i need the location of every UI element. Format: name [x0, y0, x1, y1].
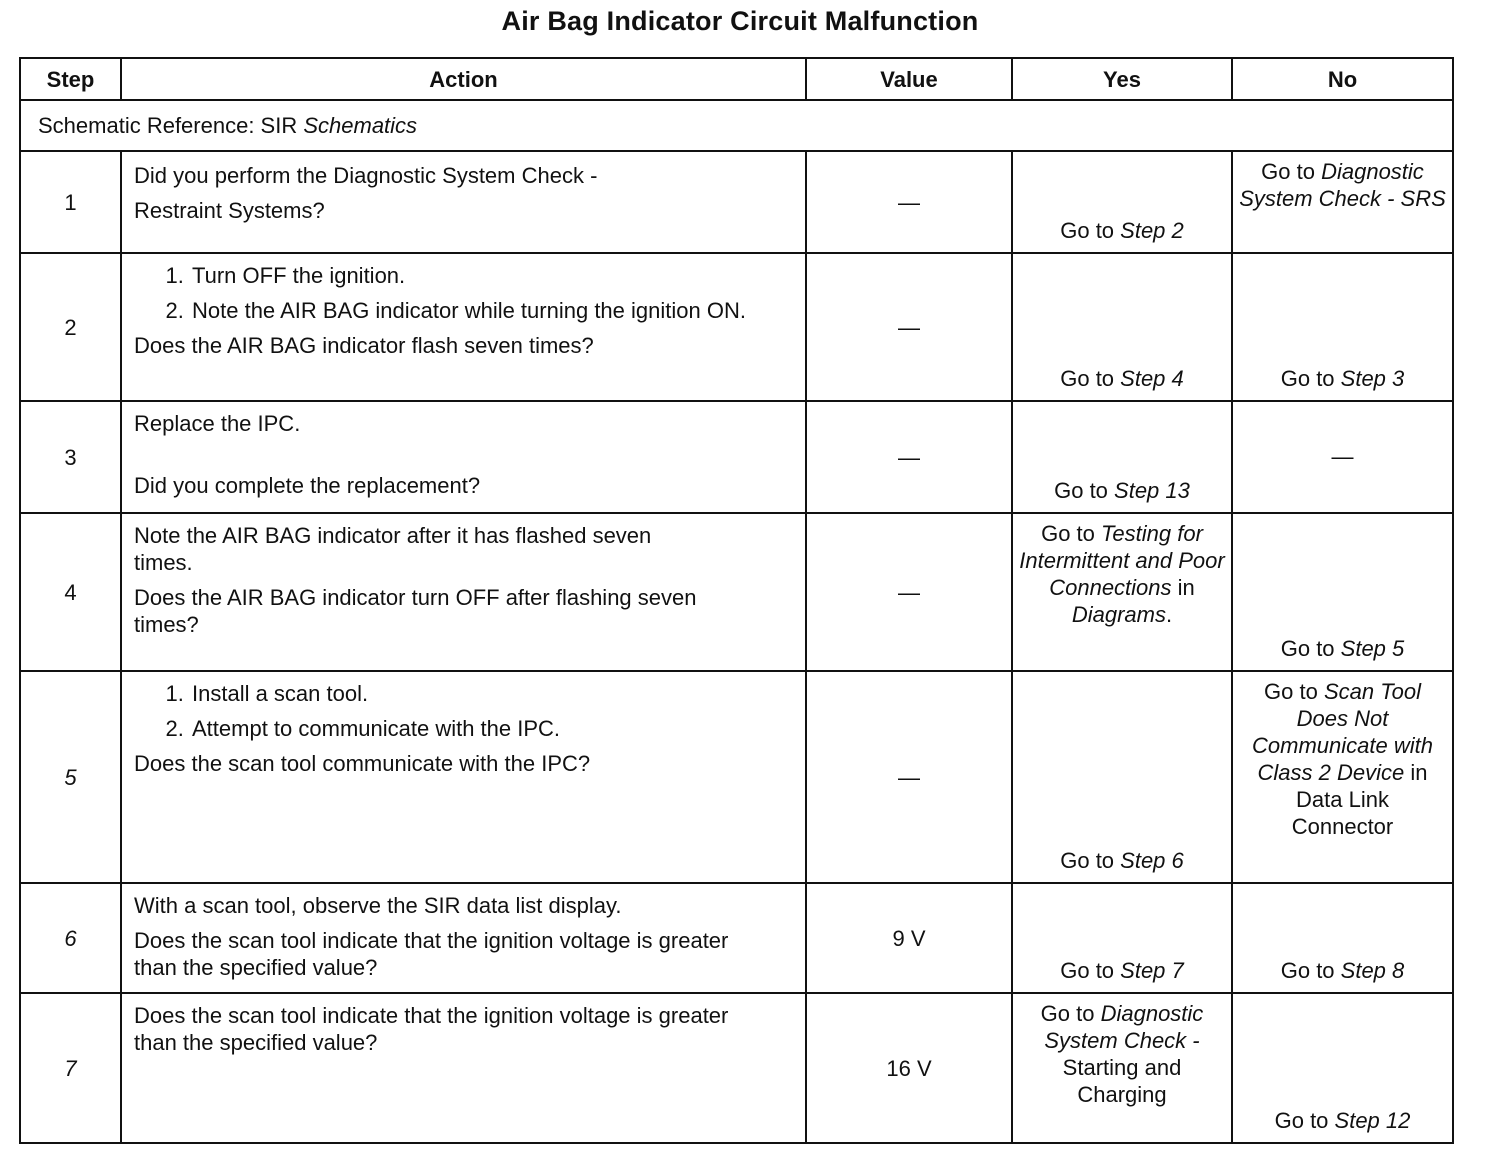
action-text: Did you perform the Diagnostic System Check -: [134, 163, 598, 188]
no-cell: Go to Scan Tool Does Not Communicate with Class 2 Device in Data Link Connector: [1232, 671, 1453, 883]
action-question: Does the scan tool indicate that the ignition voltage is greater than the specified value?: [134, 928, 729, 980]
action-text: With a scan tool, observe the SIR data list display.: [134, 893, 622, 918]
step-link: Step 8: [1340, 958, 1405, 983]
action-text: Restraint Systems?: [134, 198, 325, 223]
header-action: Action: [121, 58, 806, 100]
header-no: No: [1232, 58, 1453, 100]
step-link: Diagnostic System Check -: [1044, 1001, 1204, 1053]
step-link: Step 12: [1334, 1108, 1411, 1133]
schematic-reference-row: [20, 100, 1453, 151]
table-row: [20, 883, 1453, 993]
action-cell: [121, 993, 806, 1143]
table-row: [20, 253, 1453, 401]
substep: 1. Turn OFF the ignition.: [190, 262, 795, 289]
step-number: 4: [20, 513, 121, 671]
value-cell: —: [806, 671, 1012, 883]
no-cell: Go to Step 12: [1232, 993, 1453, 1143]
step-number: 1: [20, 151, 121, 253]
step-number: 5: [20, 671, 121, 883]
no-cell: —: [1232, 401, 1453, 513]
yes-cell: Go to Step 6: [1012, 671, 1232, 883]
substep-list: [134, 680, 795, 742]
schematic-link: Schematics: [303, 113, 418, 138]
step-link: Step 6: [1120, 848, 1184, 873]
step-number: 7: [20, 993, 121, 1143]
action-cell: [121, 883, 806, 993]
value-cell: 16 V: [806, 993, 1012, 1143]
value-cell: 9 V: [806, 883, 1012, 993]
yes-cell: Go to Step 4: [1012, 253, 1232, 401]
table-row: [20, 401, 1453, 513]
step-link: Step 5: [1340, 636, 1405, 661]
value-cell: —: [806, 253, 1012, 401]
diagnostic-table: [19, 57, 1454, 1144]
header-row: [20, 58, 1453, 100]
step-link: Scan Tool Does Not Communicate with Class 2 Device: [1252, 679, 1433, 785]
no-cell: Go to Step 8: [1232, 883, 1453, 993]
substep: 2. Attempt to communicate with the IPC.: [190, 715, 795, 742]
step-link: Step 2: [1120, 218, 1184, 243]
yes-cell: Go to Step 7: [1012, 883, 1232, 993]
action-question: Does the AIR BAG indicator turn OFF after flashing seven times?: [134, 585, 697, 637]
action-question: Does the scan tool indicate that the ignition voltage is greater than the specified value?: [134, 1003, 729, 1055]
action-text: Note the AIR BAG indicator after it has flashed seven times.: [134, 523, 652, 575]
step-link: Diagnostic System Check - SRS: [1239, 159, 1446, 211]
table-row: [20, 151, 1453, 253]
action-cell: [121, 513, 806, 671]
action-question: Does the scan tool communicate with the IPC?: [134, 751, 591, 776]
page-title: Air Bag Indicator Circuit Malfunction: [501, 6, 979, 36]
table-row: [20, 513, 1453, 671]
yes-cell: Go to Step 2: [1012, 151, 1232, 253]
step-number: 6: [20, 883, 121, 993]
step-link: Step 7: [1120, 958, 1184, 983]
yes-cell: Go to Step 13: [1012, 401, 1232, 513]
action-cell: [121, 401, 806, 513]
step-link: Step 4: [1120, 366, 1184, 391]
action-text: Replace the IPC.: [134, 411, 301, 436]
no-cell: Go to Step 5: [1232, 513, 1453, 671]
substep: 2. Note the AIR BAG indicator while turning the ignition ON.: [190, 297, 795, 324]
no-cell: Go to Step 3: [1232, 253, 1453, 401]
step-link: Step 3: [1340, 366, 1405, 391]
table-row: [20, 671, 1453, 883]
step-link: Testing for Intermittent and Poor Connections: [1019, 521, 1225, 600]
value-cell: —: [806, 151, 1012, 253]
action-cell: [121, 151, 806, 253]
no-cell: Go to Diagnostic System Check - SRS: [1232, 151, 1453, 253]
header-value: Value: [806, 58, 1012, 100]
header-step: Step: [20, 58, 121, 100]
action-cell: [121, 253, 806, 401]
schematic-prefix: Schematic Reference: SIR: [38, 113, 304, 138]
substep-list: [134, 262, 795, 324]
yes-cell: Go to Diagnostic System Check - Starting and Charging: [1012, 993, 1232, 1143]
value-cell: —: [806, 401, 1012, 513]
step-number: 2: [20, 253, 121, 401]
value-cell: —: [806, 513, 1012, 671]
action-question: Did you complete the replacement?: [134, 473, 481, 498]
header-yes: Yes: [1012, 58, 1232, 100]
table-row: [20, 993, 1453, 1143]
step-link: Diagrams: [1071, 602, 1166, 627]
step-link: Step 13: [1114, 478, 1190, 503]
yes-cell: Go to Testing for Intermittent and Poor Connections in Diagrams.: [1012, 513, 1232, 671]
action-question: Does the AIR BAG indicator flash seven times?: [134, 333, 594, 358]
action-cell: [121, 671, 806, 883]
step-number: 3: [20, 401, 121, 513]
schematic-reference: [20, 100, 1453, 151]
substep: 1. Install a scan tool.: [190, 680, 795, 707]
